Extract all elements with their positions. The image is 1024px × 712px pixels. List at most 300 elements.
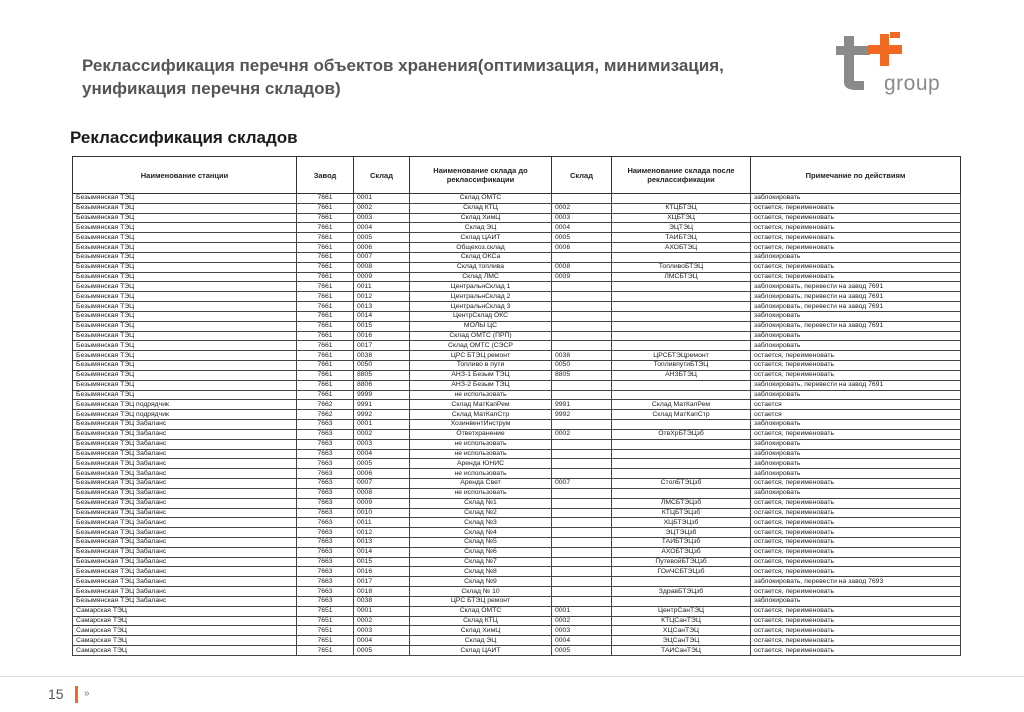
table-cell	[552, 390, 612, 400]
table-cell: заблокировать, перевести на завод 7691	[751, 302, 961, 312]
table-row	[73, 616, 961, 626]
table-cell: 0004	[354, 449, 410, 459]
table-cell	[552, 596, 612, 606]
table-cell: Безымянская ТЭЦ Забаланс	[73, 547, 297, 557]
table-cell: 0016	[354, 567, 410, 577]
table-cell	[612, 459, 751, 469]
table-cell	[612, 596, 751, 606]
table-cell: 7663	[297, 567, 354, 577]
table-cell: остается, переименовать	[751, 361, 961, 371]
table-cell: АНЗ-1 Безым ТЭЦ	[410, 370, 552, 380]
table-row	[73, 321, 961, 331]
table-cell	[612, 577, 751, 587]
table-cell: остается, переименовать	[751, 233, 961, 243]
table-cell: ЦентральнСклад 1	[410, 282, 552, 292]
table-cell: 7661	[297, 292, 354, 302]
table-cell: Безымянская ТЭЦ	[73, 321, 297, 331]
table-row	[73, 302, 961, 312]
table-cell: ТопливоБТЭЦ	[612, 262, 751, 272]
table-cell: остается, переименовать	[751, 479, 961, 489]
table-cell	[552, 194, 612, 204]
table-cell: Аренда ЮНИС	[410, 459, 552, 469]
table-cell: 0006	[354, 469, 410, 479]
table-cell: остается, переименовать	[751, 351, 961, 361]
logo-word: group	[884, 72, 941, 95]
table-cell: 0004	[354, 223, 410, 233]
table-cell: остается, переименовать	[751, 626, 961, 636]
table-cell: ТАИСанТЭЦ	[612, 646, 751, 656]
table-cell: 0015	[354, 557, 410, 567]
table-cell: 0018	[354, 587, 410, 597]
table-cell: 7661	[297, 390, 354, 400]
table-row	[73, 233, 961, 243]
table-cell: Склад №8	[410, 567, 552, 577]
table-cell: Безымянская ТЭЦ Забаланс	[73, 449, 297, 459]
page-number-accent-bar	[75, 686, 78, 703]
table-cell: ЦРС БТЭЦ ремонт	[410, 596, 552, 606]
table-cell: ОтвХрБТЭЦзб	[612, 429, 751, 439]
table-cell: остается, переименовать	[751, 213, 961, 223]
table-cell: 7662	[297, 400, 354, 410]
table-cell	[552, 547, 612, 557]
table-cell: 0006	[552, 243, 612, 253]
table-cell: заблокировать	[751, 390, 961, 400]
table-cell	[612, 380, 751, 390]
table-cell: 8805	[552, 370, 612, 380]
table-cell: остается, переименовать	[751, 518, 961, 528]
table-cell: 0013	[354, 537, 410, 547]
table-row	[73, 223, 961, 233]
table-cell: остается, переименовать	[751, 272, 961, 282]
table-cell: 0011	[354, 518, 410, 528]
table-cell: 7663	[297, 469, 354, 479]
footer-divider	[0, 676, 1024, 677]
table-cell: 7663	[297, 508, 354, 518]
table-cell: 0009	[552, 272, 612, 282]
table-cell: ТопливпутиБТЭЦ	[612, 361, 751, 371]
table-cell	[552, 537, 612, 547]
table-cell: 7661	[297, 311, 354, 321]
table-cell	[612, 282, 751, 292]
table-cell: Склад №6	[410, 547, 552, 557]
page-number: 15	[48, 686, 64, 702]
table-cell: остается, переименовать	[751, 606, 961, 616]
table-cell	[612, 302, 751, 312]
table-row	[73, 361, 961, 371]
table-cell: 7661	[297, 272, 354, 282]
table-cell	[552, 557, 612, 567]
table-row	[73, 587, 961, 597]
table-cell	[552, 420, 612, 430]
table-cell: Склад №7	[410, 557, 552, 567]
table-cell: Склад ЭЦ	[410, 223, 552, 233]
table-cell: Безымянская ТЭЦ	[73, 262, 297, 272]
table-cell: заблокировать	[751, 194, 961, 204]
table-cell: остается, переименовать	[751, 646, 961, 656]
table-cell: Безымянская ТЭЦ	[73, 361, 297, 371]
table-cell: Безымянская ТЭЦ Забаланс	[73, 528, 297, 538]
table-cell: Топливо в пути	[410, 361, 552, 371]
table-cell: 7661	[297, 370, 354, 380]
table-cell	[612, 488, 751, 498]
table-cell: 7663	[297, 596, 354, 606]
table-cell: не использовать	[410, 449, 552, 459]
table-cell: 0007	[354, 252, 410, 262]
table-row	[73, 626, 961, 636]
table-cell	[612, 252, 751, 262]
table-row	[73, 203, 961, 213]
table-cell: АНЗ-2 Безым ТЭЦ	[410, 380, 552, 390]
table-cell: не использовать	[410, 390, 552, 400]
table-row	[73, 370, 961, 380]
table-cell: остается, переименовать	[751, 557, 961, 567]
table-cell: ЦРС БТЭЦ ремонт	[410, 351, 552, 361]
table-cell	[552, 528, 612, 538]
table-cell: 0005	[552, 646, 612, 656]
table-cell	[552, 380, 612, 390]
table-cell: 0004	[552, 636, 612, 646]
table-cell: Безымянская ТЭЦ	[73, 302, 297, 312]
table-cell: Безымянская ТЭЦ Забаланс	[73, 567, 297, 577]
table-cell: остается, переименовать	[751, 537, 961, 547]
table-cell	[552, 508, 612, 518]
table-cell: 0002	[354, 429, 410, 439]
column-header: Склад	[354, 157, 410, 194]
table-cell: Склад №4	[410, 528, 552, 538]
table-cell: Безымянская ТЭЦ	[73, 331, 297, 341]
table-cell: ЛМСБТЭЦ	[612, 272, 751, 282]
table-cell: 0016	[354, 331, 410, 341]
table-cell: 7663	[297, 498, 354, 508]
table-cell: 7663	[297, 488, 354, 498]
table-cell: 0003	[354, 439, 410, 449]
table-cell: Склад ХимЦ	[410, 626, 552, 636]
table-cell: Склад ОМТС	[410, 194, 552, 204]
table-cell: заблокировать	[751, 420, 961, 430]
table-cell: остается, переименовать	[751, 547, 961, 557]
table-cell	[612, 311, 751, 321]
table-cell: остается	[751, 400, 961, 410]
table-cell: Безымянская ТЭЦ	[73, 380, 297, 390]
table-cell	[612, 469, 751, 479]
table-cell: 0011	[354, 282, 410, 292]
table-cell: 0017	[354, 577, 410, 587]
table-cell: Безымянская ТЭЦ Забаланс	[73, 587, 297, 597]
table-cell: Общехоз.склад	[410, 243, 552, 253]
table-cell: заблокировать, перевести на завод 7693	[751, 577, 961, 587]
table-cell: 7651	[297, 626, 354, 636]
table-cell: Склад №5	[410, 537, 552, 547]
table-cell: остается, переименовать	[751, 498, 961, 508]
table-cell: 0007	[552, 479, 612, 489]
table-row	[73, 606, 961, 616]
table-cell: заблокировать	[751, 488, 961, 498]
table-cell: не использовать	[410, 439, 552, 449]
table-cell: ЦентрСклад ОКС	[410, 311, 552, 321]
table-cell: СтолБТЭЦзб	[612, 479, 751, 489]
table-cell: Склад ОМТС (СЭСР	[410, 341, 552, 351]
table-cell: Безымянская ТЭЦ Забаланс	[73, 420, 297, 430]
table-cell: Безымянская ТЭЦ Забаланс	[73, 488, 297, 498]
table-cell: Безымянская ТЭЦ Забаланс	[73, 429, 297, 439]
table-cell	[612, 292, 751, 302]
table-cell: 0003	[552, 626, 612, 636]
table-cell: заблокировать	[751, 341, 961, 351]
table-cell: 0038	[354, 596, 410, 606]
table-cell: 0004	[552, 223, 612, 233]
table-cell: 7661	[297, 252, 354, 262]
table-cell: заблокировать	[751, 459, 961, 469]
table-row	[73, 380, 961, 390]
table-cell	[612, 439, 751, 449]
table-cell: 8806	[354, 380, 410, 390]
table-cell: Безымянская ТЭЦ	[73, 272, 297, 282]
table-cell	[552, 282, 612, 292]
table-cell: 0007	[354, 479, 410, 489]
table-cell	[612, 194, 751, 204]
table-row	[73, 596, 961, 606]
table-cell: 7663	[297, 439, 354, 449]
table-cell: ХЦСанТЭЦ	[612, 626, 751, 636]
table-cell: 0005	[552, 233, 612, 243]
table-cell: остается, переименовать	[751, 616, 961, 626]
table-cell: Ответхранение	[410, 429, 552, 439]
table-cell: заблокировать	[751, 252, 961, 262]
table-row	[73, 194, 961, 204]
table-cell: Склад ЦАИТ	[410, 233, 552, 243]
table-row	[73, 488, 961, 498]
table-row	[73, 390, 961, 400]
table-cell: Безымянская ТЭЦ	[73, 243, 297, 253]
table-row	[73, 636, 961, 646]
slide-title-line-1: Реклассификация перечня объектов хранения(оптимизация, минимизация,	[82, 56, 724, 75]
table-cell: 0014	[354, 311, 410, 321]
table-cell: Склад ОМТС	[410, 606, 552, 616]
table-cell: 0005	[354, 646, 410, 656]
next-arrow-icon: »	[84, 688, 90, 699]
table-cell: Безымянская ТЭЦ Забаланс	[73, 577, 297, 587]
table-cell: ЗдравБТЭЦзб	[612, 587, 751, 597]
slide-title	[82, 54, 802, 100]
table-cell: остается, переименовать	[751, 223, 961, 233]
table-cell	[552, 311, 612, 321]
table-cell	[552, 252, 612, 262]
table-cell	[552, 439, 612, 449]
table-cell: остается, переименовать	[751, 243, 961, 253]
table-cell: Безымянская ТЭЦ Забаланс	[73, 518, 297, 528]
table-row	[73, 567, 961, 577]
table-row	[73, 557, 961, 567]
table-cell: 0012	[354, 292, 410, 302]
table-cell: 0008	[552, 262, 612, 272]
table-cell: Склад № 10	[410, 587, 552, 597]
table-cell: остается, переименовать	[751, 262, 961, 272]
table-cell: ЦентральнСклад 3	[410, 302, 552, 312]
table-cell: остается, переименовать	[751, 636, 961, 646]
table-cell: Безымянская ТЭЦ	[73, 213, 297, 223]
table-cell: Склад ОКСа	[410, 252, 552, 262]
table-cell: 0003	[552, 213, 612, 223]
table-cell: АНЗБТЭЦ	[612, 370, 751, 380]
table-cell: 0003	[354, 626, 410, 636]
table-cell: Безымянская ТЭЦ	[73, 194, 297, 204]
column-header: Склад	[552, 157, 612, 194]
table-cell: 0002	[354, 616, 410, 626]
table-row	[73, 351, 961, 361]
table-cell	[552, 577, 612, 587]
table-cell: 9992	[354, 410, 410, 420]
table-cell: Самарская ТЭЦ	[73, 646, 297, 656]
column-header: Наименование станции	[73, 157, 297, 194]
table-body	[73, 194, 961, 656]
table-cell: 7663	[297, 479, 354, 489]
table-cell: Безымянская ТЭЦ Забаланс	[73, 498, 297, 508]
table-cell	[552, 331, 612, 341]
table-cell: ПутевойБТЭЦзб	[612, 557, 751, 567]
warehouse-table-container	[72, 156, 960, 656]
table-cell: АХОБТЭЦзб	[612, 547, 751, 557]
table-cell: Аренда Свет	[410, 479, 552, 489]
column-header: Завод	[297, 157, 354, 194]
table-cell: 7661	[297, 380, 354, 390]
table-cell: Самарская ТЭЦ	[73, 636, 297, 646]
table-cell: 0013	[354, 302, 410, 312]
table-cell: ХЦБТЭЦ	[612, 213, 751, 223]
table-cell: 0009	[354, 272, 410, 282]
table-cell	[552, 498, 612, 508]
table-row	[73, 518, 961, 528]
table-cell: 7663	[297, 420, 354, 430]
table-cell: Самарская ТЭЦ	[73, 606, 297, 616]
table-cell: Безымянская ТЭЦ Забаланс	[73, 557, 297, 567]
table-row	[73, 469, 961, 479]
column-header: Наименование склада до реклассификации	[410, 157, 552, 194]
table-cell: Безымянская ТЭЦ Забаланс	[73, 537, 297, 547]
table-cell: 7661	[297, 203, 354, 213]
table-cell: Склад КТЦ	[410, 616, 552, 626]
table-cell: Склад ЛМС	[410, 272, 552, 282]
table-cell: 8805	[354, 370, 410, 380]
table-cell: 0008	[354, 262, 410, 272]
table-cell: 9991	[552, 400, 612, 410]
table-cell: остается, переименовать	[751, 429, 961, 439]
table-row	[73, 292, 961, 302]
table-cell: 0003	[354, 213, 410, 223]
table-row	[73, 420, 961, 430]
table-cell: 7663	[297, 449, 354, 459]
table-row	[73, 272, 961, 282]
table-cell: Безымянская ТЭЦ подрядчик	[73, 410, 297, 420]
table-cell: Склад МатКапСтр	[410, 410, 552, 420]
table-cell: заблокировать, перевести на завод 7691	[751, 321, 961, 331]
table-cell: ЦентрСанТЭЦ	[612, 606, 751, 616]
table-row	[73, 439, 961, 449]
table-cell: 7661	[297, 282, 354, 292]
table-cell: ХЦБТЭЦзб	[612, 518, 751, 528]
table-cell: 9991	[354, 400, 410, 410]
table-cell: Склад МатКапРем	[410, 400, 552, 410]
table-cell: ЦРСБТЭЦремонт	[612, 351, 751, 361]
table-cell: Безымянская ТЭЦ Забаланс	[73, 508, 297, 518]
table-cell: 7663	[297, 557, 354, 567]
table-cell: остается, переименовать	[751, 528, 961, 538]
table-header-row	[73, 157, 961, 194]
warehouse-reclassification-table	[72, 156, 961, 656]
table-cell: Самарская ТЭЦ	[73, 616, 297, 626]
table-row	[73, 646, 961, 656]
table-cell	[552, 449, 612, 459]
table-cell: ЭЦСанТЭЦ	[612, 636, 751, 646]
table-cell: Склад МатКапРем	[612, 400, 751, 410]
table-cell: 0001	[354, 606, 410, 616]
table-cell: 0002	[354, 203, 410, 213]
table-cell: 0014	[354, 547, 410, 557]
table-cell: 7663	[297, 587, 354, 597]
table-cell: 7661	[297, 262, 354, 272]
table-cell: заблокировать	[751, 596, 961, 606]
slide-title-line-2: унификация перечня складов)	[82, 79, 341, 98]
table-cell: 7661	[297, 341, 354, 351]
table-cell: 0001	[354, 194, 410, 204]
table-cell: 0008	[354, 488, 410, 498]
table-cell: 7663	[297, 459, 354, 469]
table-cell: Безымянская ТЭЦ Забаланс	[73, 596, 297, 606]
table-cell: ТАИБТЭЦ	[612, 233, 751, 243]
table-cell	[552, 459, 612, 469]
table-cell: Безымянская ТЭЦ	[73, 252, 297, 262]
table-cell: 7661	[297, 223, 354, 233]
table-row	[73, 459, 961, 469]
table-cell: 7651	[297, 616, 354, 626]
table-cell: остается, переименовать	[751, 508, 961, 518]
table-cell: Склад ОМТС (ПРП)	[410, 331, 552, 341]
table-cell	[552, 518, 612, 528]
table-row	[73, 449, 961, 459]
table-cell: 9992	[552, 410, 612, 420]
table-row	[73, 547, 961, 557]
table-cell: не использовать	[410, 488, 552, 498]
table-cell: АХОБТЭЦ	[612, 243, 751, 253]
table-cell: 7663	[297, 429, 354, 439]
table-cell: Склад МатКапСтр	[612, 410, 751, 420]
table-cell: Безымянская ТЭЦ Забаланс	[73, 439, 297, 449]
table-cell: ЛМСБТЭЦзб	[612, 498, 751, 508]
table-cell: 0006	[354, 243, 410, 253]
table-cell: 7661	[297, 233, 354, 243]
table-cell: 0002	[552, 203, 612, 213]
table-cell: заблокировать, перевести на завод 7691	[751, 282, 961, 292]
table-cell: заблокировать	[751, 331, 961, 341]
table-row	[73, 213, 961, 223]
table-row	[73, 479, 961, 489]
table-cell: 7661	[297, 213, 354, 223]
table-row	[73, 498, 961, 508]
table-row	[73, 252, 961, 262]
table-cell: 7651	[297, 636, 354, 646]
table-cell: 7663	[297, 547, 354, 557]
table-cell: Безымянская ТЭЦ Забаланс	[73, 469, 297, 479]
table-cell	[552, 321, 612, 331]
table-cell	[612, 321, 751, 331]
table-cell	[612, 420, 751, 430]
table-cell: остается, переименовать	[751, 370, 961, 380]
table-cell: Безымянская ТЭЦ	[73, 370, 297, 380]
table-cell	[552, 341, 612, 351]
table-cell: ТАИБТЭЦзб	[612, 537, 751, 547]
table-cell: ХозинвентИнструм	[410, 420, 552, 430]
section-title: Реклассификация складов	[70, 128, 298, 147]
table-row	[73, 400, 961, 410]
